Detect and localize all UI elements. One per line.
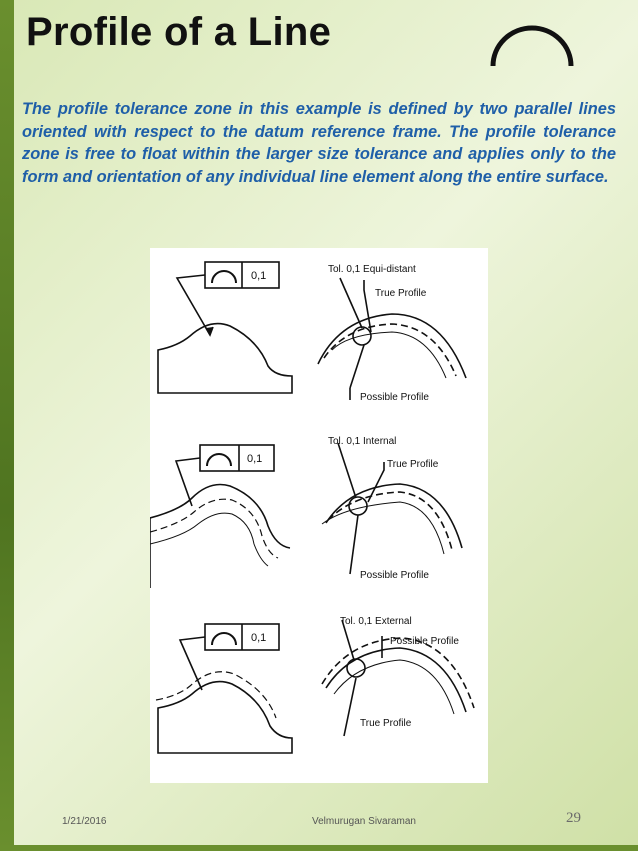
label-a-3: Possible Profile: [390, 636, 459, 647]
label-a-1: True Profile: [375, 288, 427, 299]
footer-date: 1/21/2016: [62, 816, 107, 827]
profile-tolerance-figure: [150, 248, 488, 783]
page-number: 29: [566, 810, 581, 826]
slide-body-text: The profile tolerance zone in this example is defined by two parallel lines oriented with respect to the datum reference frame. The profile tolerance zone is free to float within the larger size tolerance and applies only to the form and orientation of any individual line element along the entire surface.: [22, 100, 616, 186]
label-b-1: Possible Profile: [360, 392, 429, 403]
footer-author: Velmurugan Sivaraman: [312, 816, 416, 827]
label-b-2: Possible Profile: [360, 570, 429, 581]
frame-value-2: 0,1: [247, 453, 263, 465]
callout-2: Tol. 0,1 Internal: [328, 436, 397, 447]
left-accent-bar: [0, 0, 14, 851]
label-b-3: True Profile: [360, 718, 412, 729]
profile-of-a-line-icon: [485, 14, 579, 70]
slide-title: Profile of a Line: [26, 10, 332, 54]
callout-1: Tol. 0,1 Equi-distant: [328, 264, 416, 275]
frame-value-1: 0,1: [251, 270, 267, 282]
callout-3: Tol. 0,1 External: [340, 616, 412, 627]
profile-tolerance-drawing: [150, 248, 488, 783]
panel-1-drawing: [158, 262, 466, 400]
bottom-accent-bar: [0, 845, 638, 851]
frame-value-3: 0,1: [251, 632, 267, 644]
label-a-2: True Profile: [387, 459, 439, 470]
